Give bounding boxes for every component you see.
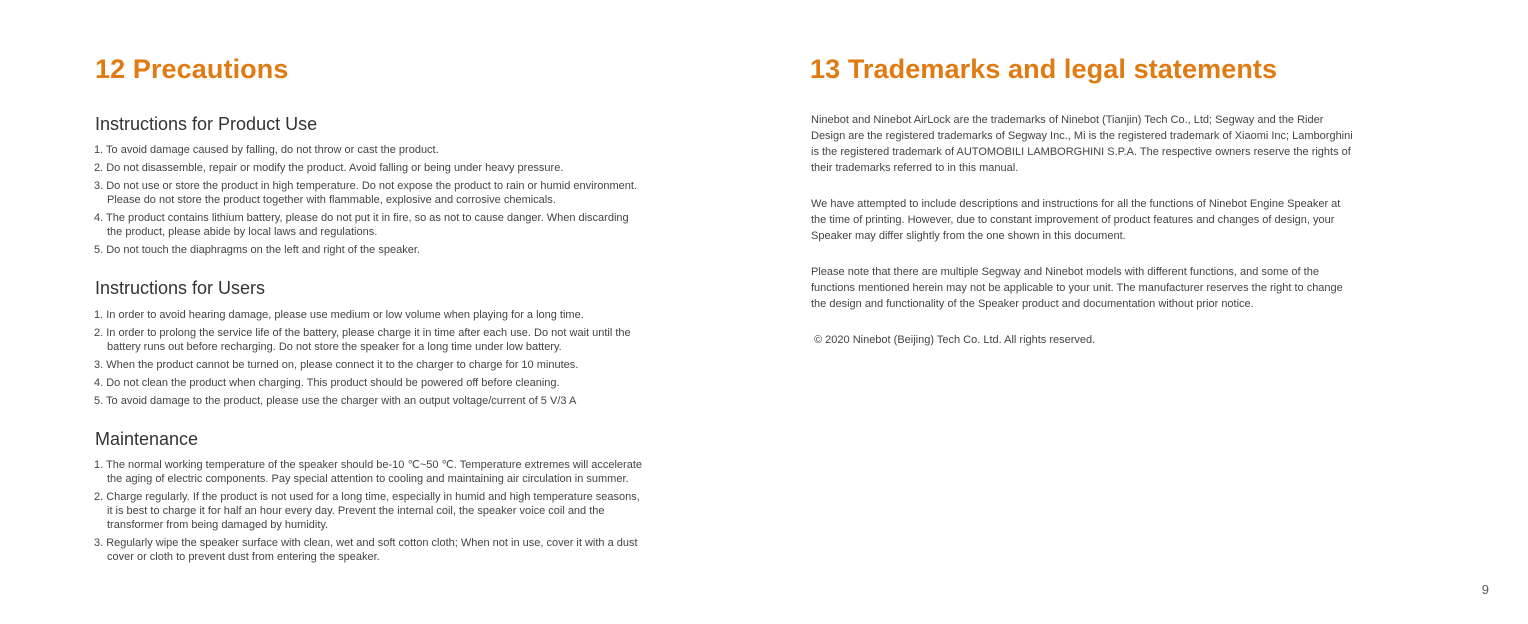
list-item: 4. The product contains lithium battery, please do not put it in fire, so as not to cause danger. When discarding the product, please abide by local laws and regulations. xyxy=(94,212,629,238)
list-product-use xyxy=(94,143,734,261)
paragraph-trademarks: Ninebot and Ninebot AirLock are the trademarks of Ninebot (Tianjin) Tech Co., Ltd; Segway and the Rider Design are the registered trademarks of Segway Inc., Mi is the registered trademark of Xiaomi Inc; Lamborghini is the registered trademark of AUTOMOBILI LAMBORGHINI S.P.A. The respective owners reserve the rights of their trademarks referred to in this manual. xyxy=(811,114,1353,174)
section-title-trademarks: 13 Trademarks and legal statements xyxy=(810,54,1278,84)
list-item: 3. Regularly wipe the speaker surface with clean, wet and soft cotton cloth; When not in use, cover it with a dust cover or cloth to prevent dust from entering the speaker. xyxy=(94,537,638,563)
list-item: 5. Do not touch the diaphragms on the left and right of the speaker. xyxy=(94,244,420,256)
list-maintenance xyxy=(94,458,734,568)
heading-maintenance: Maintenance xyxy=(95,429,199,449)
list-item: 2. Charge regularly. If the product is not used for a long time, especially in humid and high temperature seasons, it is best to charge it for half an hour every day. Prevent the internal coil, the speaker voice coil and the transformer from being damaged by humidity. xyxy=(94,491,640,531)
list-item: 2. Do not disassemble, repair or modify the product. Avoid falling or being under heavy pressure. xyxy=(94,162,564,174)
paragraph-descriptions: We have attempted to include descriptions and instructions for all the functions of Ninebot Engine Speaker at the time of printing. However, due to constant improvement of product features and changes of design, your Speaker may differ slightly from the one shown in this document. xyxy=(811,198,1341,242)
list-item: 4. Do not clean the product when charging. This product should be powered off before cleaning. xyxy=(94,377,560,389)
list-item: 2. In order to prolong the service life of the battery, please charge it in time after each use. Do not wait until the battery runs out before recharging. Do not store the speaker for a long time under low battery. xyxy=(94,327,631,353)
section-title-precautions: 12 Precautions xyxy=(95,54,289,84)
list-item: 5. To avoid damage to the product, please use the charger with an output voltage/current of 5 V/3 A xyxy=(94,395,577,407)
list-item: 3. Do not use or store the product in high temperature. Do not expose the product to rain or humid environment. Please do not store the product together with flammable, explosive and corrosive chemicals. xyxy=(94,180,637,206)
list-users xyxy=(94,308,734,412)
copyright-notice: © 2020 Ninebot (Beijing) Tech Co. Ltd. All rights reserved. xyxy=(814,334,1096,346)
list-item: 1. In order to avoid hearing damage, please use medium or low volume when playing for a long time. xyxy=(94,309,584,321)
list-item: 1. To avoid damage caused by falling, do not throw or cast the product. xyxy=(94,144,439,156)
paragraph-models-notice: Please note that there are multiple Segway and Ninebot models with different functions, and some of the functions mentioned herein may not be applicable to your unit. The manufacturer reserves the right to change the design and functionality of the Speaker product and documentation without prior notice. xyxy=(811,266,1343,310)
heading-product-use: Instructions for Product Use xyxy=(95,114,318,134)
page-number: 9 xyxy=(1481,582,1489,597)
list-item: 3. When the product cannot be turned on, please connect it to the charger to charge for 10 minutes. xyxy=(94,359,579,371)
list-item: 1. The normal working temperature of the speaker should be-10 ℃~50 ℃. Temperature extremes will accelerate the aging of electric components. Pay special attention to cooling and maintaining air circulation in summer. xyxy=(94,459,642,485)
heading-users: Instructions for Users xyxy=(95,278,266,298)
